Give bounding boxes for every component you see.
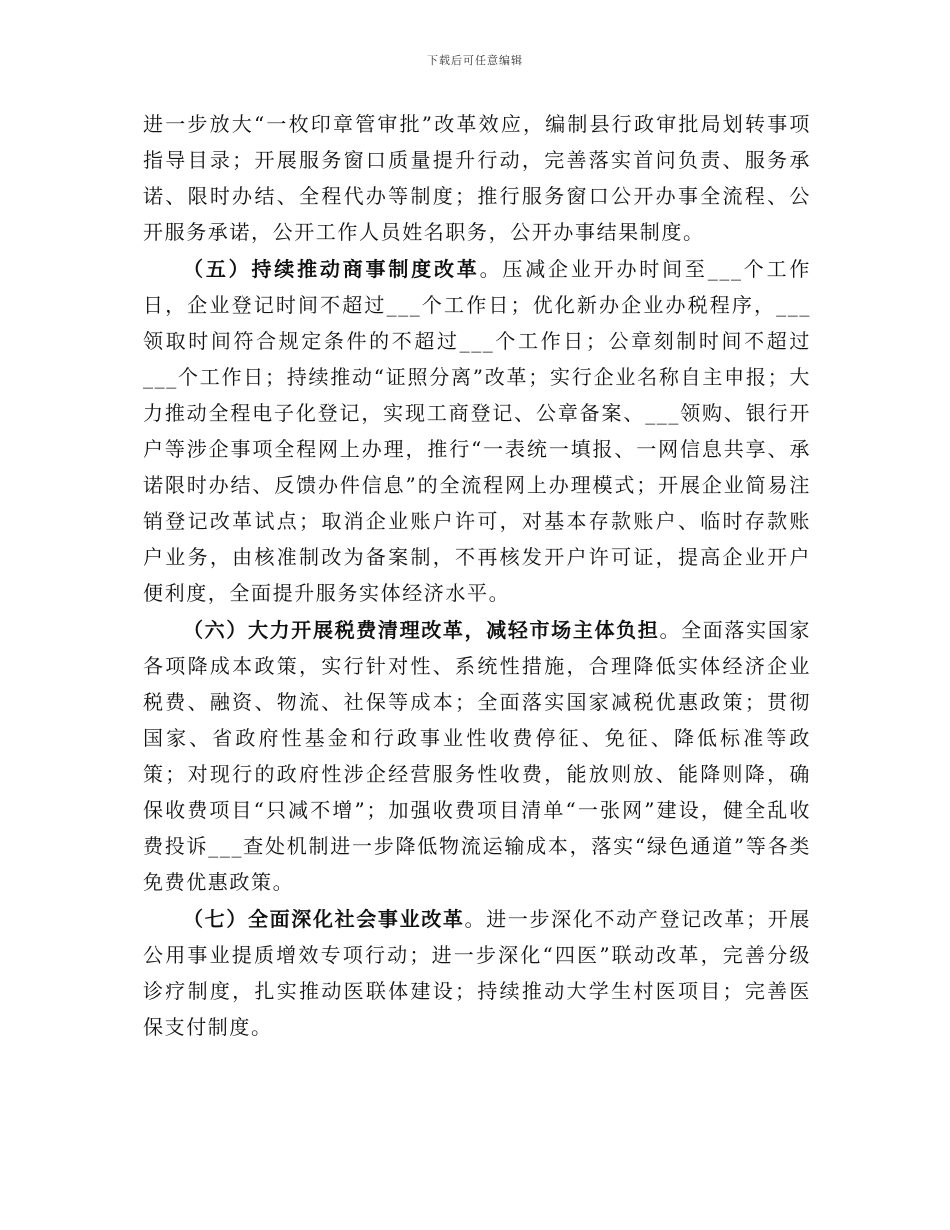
section-heading: （六）大力开展税费清理改革，减轻市场主体负担	[183, 618, 660, 642]
paragraph-section-6	[143, 612, 811, 900]
paragraph-continuation	[143, 106, 811, 250]
section-heading: （五）持续推动商事制度改革	[183, 257, 480, 281]
paragraph-section-5	[143, 251, 811, 611]
paragraph-text: 。全面落实国家各项降成本政策，实行针对性、系统性措施，合理降低实体经济企业税费、融资、物流、社保等成本；全面落实国家减税优惠政策；贯彻国家、省政府性基金和行政事业性收费停征、免征、降低标准等政策；对现行的政府性涉企经营服务性收费，能放则放、能降则降，确保收费项目“只减不增”；加强收费项目清单“一张网”建设，健全乱收费投诉___查处机制进一步降低物流运输成本，落实“绿色通道”等各类免费优惠政策。	[143, 618, 811, 894]
paragraph-section-7	[143, 901, 811, 1045]
page-header: 下载后可任意编辑	[427, 54, 523, 67]
paragraph-text: 。压减企业开办时间至___个工作日，企业登记时间不超过___个工作日；优化新办企业办税程序，___领取时间符合规定条件的不超过___个工作日；公章刻制时间不超过___个工作日；持续推动“证照分离”改革；实行企业名称自主申报；大力推动全程电子化登记，实现工商登记、公章备案、___领购、银行开户等涉企事项全程网上办理，推行“一表统一填报、一网信息共享、承诺限时办结、反馈办件信息”的全流程网上办理模式；开展企业简易注销登记改革试点；取消企业账户许可，对基本存款账户、临时存款账户业务，由核准制改为备案制，不再核发开户许可证，提高企业开户便利度，全面提升服务实体经济水平。	[143, 257, 811, 605]
section-heading: （七）全面深化社会事业改革	[183, 907, 465, 931]
paragraph-text: 进一步放大“一枚印章管审批”改革效应，编制县行政审批局划转事项指导目录；开展服务窗口质量提升行动，完善落实首问负责、服务承诺、限时办结、全程代办等制度；推行服务窗口公开办事全流程、公开服务承诺，公开工作人员姓名职务，公开办事结果制度。	[143, 112, 811, 244]
paragraph-text: 。进一步深化不动产登记改革；开展公用事业提质增效专项行动；进一步深化“四医”联动改革，完善分级诊疗制度，扎实推动医联体建设；持续推动大学生村医项目；完善医保支付制度。	[143, 907, 811, 1039]
document-body	[143, 106, 811, 1046]
